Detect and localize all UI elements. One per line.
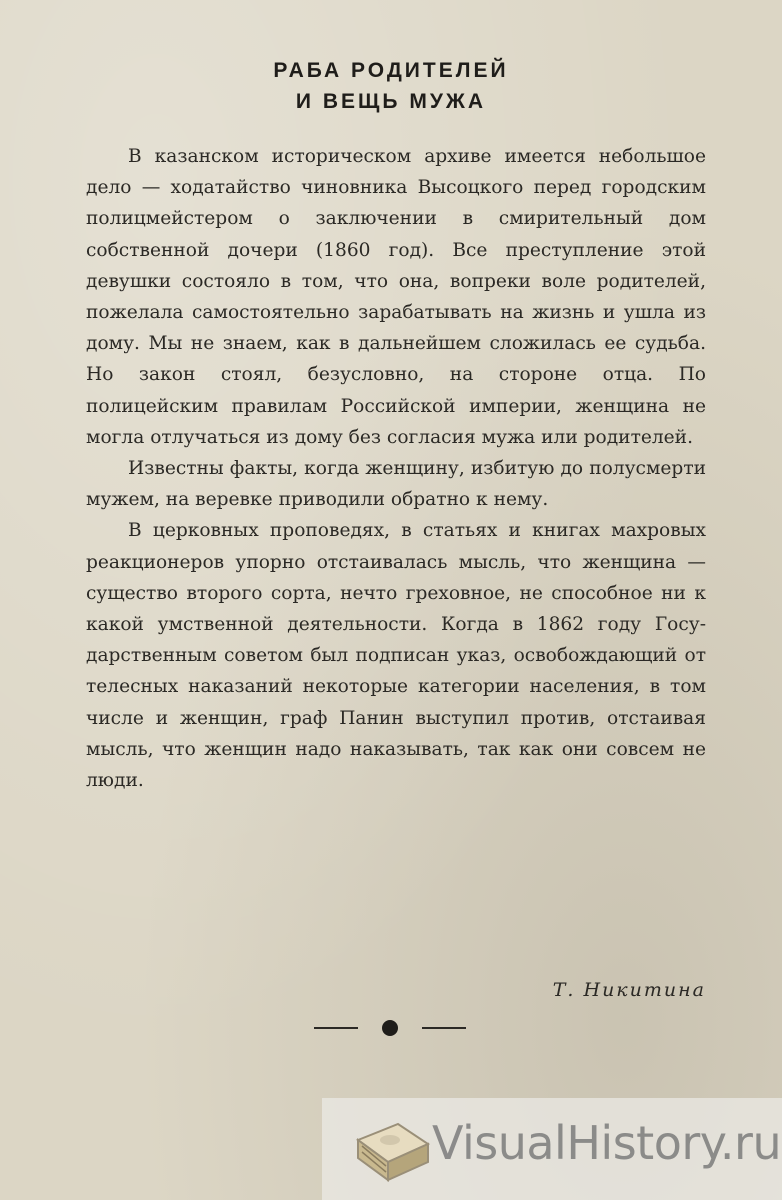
- paragraph-3: В церковных проповедях, в статьях и книгах махровых реакционеров упорно отстаивалась мысль, что женщина — существо второго сорта, нечто греховное, не способное ни к какой умственной деятельности. Когда в 1862 году Государственным советом был подписан указ, освобождающий от телесных наказаний некоторые категории населения, в том числе и женщин, граф Панин выступил против, отстаивая мысль, что женщин надо наказывать, так как они совсем не люди.: [86, 520, 706, 792]
- book-stack-icon: [352, 1110, 432, 1186]
- article-title: [0, 55, 782, 117]
- paragraph-1: В казанском историческом архиве имеется небольшое дело — ходатайство чиновника Высоцкого перед городским полицмейстером о заключении в смирительный дом собственной дочери (1860 год). Все преступление этой девушки состояло в том, что она, вопреки воле родителей, пожелала самостоятельно зарабатывать на жизнь и ушла из дому. Мы не знаем, как в дальнейшем сложилась ее судьба. Но закон стоял, безусловно, на стороне отца. По полицейским правилам Российской империи, женщина не могла отлучаться из дому без согласия мужа или родителей.: [86, 146, 706, 448]
- watermark-text: VisualHistory.ru: [432, 1116, 782, 1170]
- title-line-1: РАБА РОДИТЕЛЕЙ: [273, 59, 509, 82]
- ornament-dot: [382, 1020, 398, 1036]
- paragraph-2: Известны факты, когда женщину, избитую до полусмерти мужем, на веревке приводили обратно к нему.: [86, 458, 706, 511]
- watermark: [322, 1098, 782, 1200]
- ornament-left-line: [314, 1027, 358, 1029]
- author-signature: Т. Никитина: [552, 979, 706, 1001]
- ornament-right-line: [422, 1027, 466, 1029]
- end-ornament: [310, 1018, 470, 1038]
- article-body: [86, 141, 706, 796]
- title-line-2: И ВЕЩЬ МУЖА: [295, 90, 487, 113]
